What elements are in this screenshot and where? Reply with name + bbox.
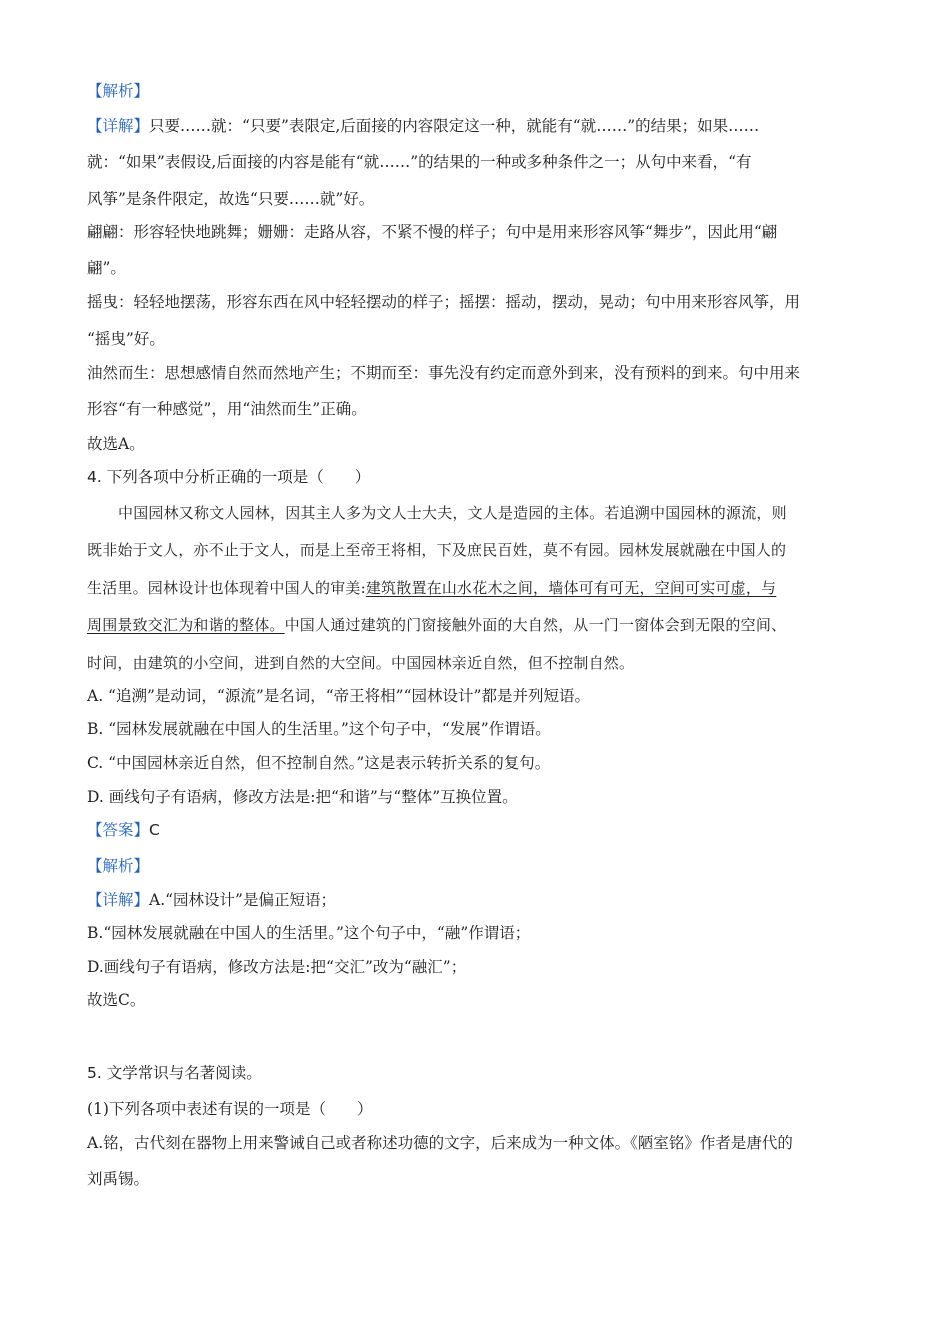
q4-analysis-line-4: 故选C。 bbox=[87, 991, 146, 1009]
q3-analysis-line-2: 就：“如果”表假设,后面接的内容是能有“就……”的结果的一种或多种条件之一；从句中来看，“有 bbox=[87, 153, 752, 171]
q4-answer-line bbox=[87, 820, 867, 840]
q4-option-b: B. “园林发展就融在中国人的生活里。”这个句子中，“发展”作谓语。 bbox=[87, 720, 551, 738]
q4-option-a: A. “追溯”是动词，“源流”是名词，“帝王将相”“园林设计”都是并列短语。 bbox=[87, 687, 590, 705]
q3-analysis-line-10: 故选A。 bbox=[87, 435, 145, 453]
q5-option-a-line-2: 刘禹锡。 bbox=[87, 1170, 150, 1188]
q3-analysis-line-7: “摇曳”好。 bbox=[87, 330, 165, 348]
q3-analysis-line-8: 油然而生：思想感情自然而然地产生；不期而至：事先没有约定而意外到来，没有预料的到来。句中用来 bbox=[87, 364, 801, 382]
q3-analysis-line-6: 摇曳：轻轻地摆荡，形容东西在风中轻轻摆动的样子；摇摆：摇动，摆动，晃动；句中用来形容风筝，用 bbox=[87, 293, 801, 311]
q3-analysis-line-3: 风筝”是条件限定，故选“只要……就”好。 bbox=[87, 190, 375, 208]
q4-number: 4. bbox=[87, 468, 102, 486]
q3-analysis-line-1 bbox=[87, 116, 867, 136]
q3-xiangjie-tag: 【详解】 bbox=[87, 117, 150, 135]
q5-stem: 文学常识与名著阅读。 bbox=[106, 1064, 262, 1082]
q4-xiangjie-tag: 【详解】 bbox=[87, 891, 150, 909]
q5-number: 5. bbox=[87, 1064, 102, 1082]
q4-passage-line-3-pre: 生活里。园林设计也体现着中国人的审美: bbox=[87, 579, 366, 597]
q4-analysis-text-1: A.“园林设计”是偏正短语； bbox=[149, 891, 336, 909]
q3-analysis-line-5: 翩”。 bbox=[87, 259, 126, 277]
q4-passage-line-1: 中国园林又称文人园林，因其主人多为文人士大夫，文人是造园的主体。若追溯中国园林的源流，则 bbox=[118, 504, 787, 522]
q4-passage-line-4 bbox=[87, 615, 867, 635]
q4-underlined-sentence-part-1: 建筑散置在山水花木之间，墙体可有可无，空间可实可虚，与 bbox=[365, 579, 777, 597]
q4-passage-line-2: 既非始于文人，亦不止于文人，而是上至帝王将相，下及庶民百姓，莫不有园。园林发展就融在中国人的 bbox=[87, 541, 787, 559]
q4-passage-line-4-post: 中国人通过建筑的门窗接触外面的大自然，从一门一窗体会到无限的空间、 bbox=[284, 616, 787, 634]
q3-analysis-line-4: 翩翩：形容轻快地跳舞；姗姗：走路从容，不紧不慢的样子；句中是用来形容风筝“舞步”，因此用“翩 bbox=[87, 223, 778, 241]
q3-analysis-text-1: 只要……就：“只要”表限定,后面接的内容限定这一种，就能有“就……”的结果；如果…… bbox=[149, 117, 760, 135]
q5-sub-stem: (1)下列各项中表述有误的一项是（ ） bbox=[87, 1100, 373, 1118]
q4-stem-line bbox=[87, 467, 867, 487]
q4-passage-line-5: 时间，由建筑的小空间，进到自然的大空间。中国园林亲近自然，但不控制自然。 bbox=[87, 654, 635, 672]
q4-answer-tag: 【答案】 bbox=[87, 821, 150, 839]
q4-passage-line-3 bbox=[87, 578, 867, 598]
q3-jiexi-tag: 【解析】 bbox=[87, 82, 150, 100]
q5-stem-line bbox=[87, 1063, 867, 1083]
q4-answer: C bbox=[149, 821, 160, 839]
q4-analysis-line-2: B.“园林发展就融在中国人的生活里。”这个句子中，“融”作谓语； bbox=[87, 924, 531, 942]
q5-option-a-line-1: A.铭，古代刻在器物上用来警诫自己或者称述功德的文字，后来成为一种文体。《陋室铭》作者是唐代的 bbox=[87, 1134, 793, 1152]
q4-analysis-line-1 bbox=[87, 890, 867, 910]
q4-underlined-sentence-part-2: 周围景致交汇为和谐的整体。 bbox=[87, 616, 285, 634]
q4-analysis-line-3: D.画线句子有语病，修改方法是:把“交汇”改为“融汇”； bbox=[87, 958, 467, 976]
q3-analysis-line-9: 形容“有一种感觉”，用“油然而生”正确。 bbox=[87, 400, 367, 418]
q4-stem: 下列各项中分析正确的一项是（ ） bbox=[106, 468, 371, 486]
q4-jiexi-tag: 【解析】 bbox=[87, 857, 150, 875]
q4-option-d: D. 画线句子有语病，修改方法是:把“和谐”与“整体”互换位置。 bbox=[87, 788, 518, 806]
q4-option-c: C. “中国园林亲近自然，但不控制自然。”这是表示转折关系的复句。 bbox=[87, 754, 551, 772]
